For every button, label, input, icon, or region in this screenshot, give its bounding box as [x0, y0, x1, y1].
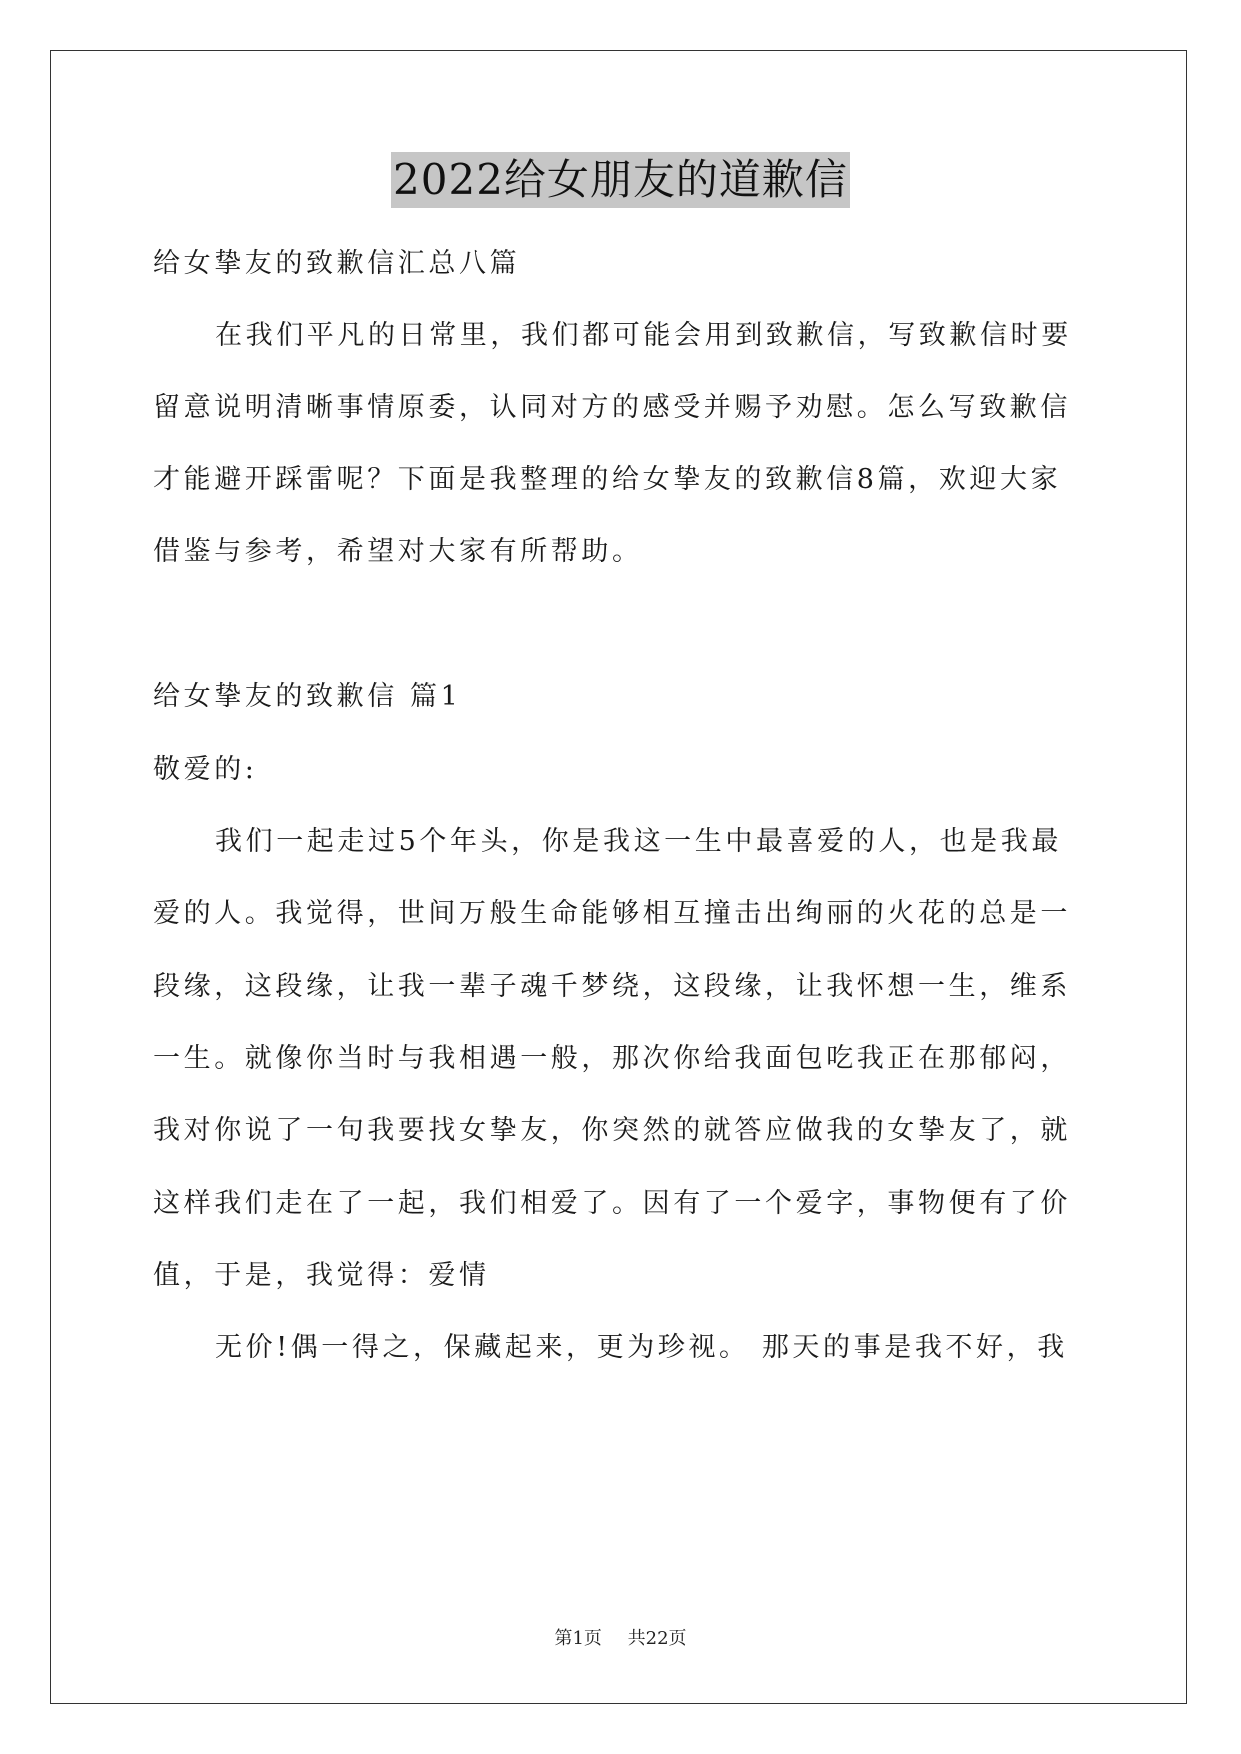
intro-line-2: 留意说明清晰事情原委，认同对方的感受并赐予劝慰。怎么写致歉信 — [153, 392, 1071, 423]
document-title: 2022给女朋友的道歉信 — [391, 152, 850, 208]
total-pages: 共22页 — [627, 1628, 687, 1649]
body-line-5: 我对你说了一句我要找女挚友，你突然的就答应做我的女挚友了，就 — [153, 1115, 1071, 1146]
body-line-6: 这样我们走在了一起，我们相爱了。因有了一个爱字，事物便有了价 — [153, 1188, 1071, 1219]
page-number: 第1页 — [554, 1628, 602, 1649]
body-line-8: 无价!偶一得之，保藏起来，更为珍视。 那天的事是我不好，我 — [215, 1332, 1068, 1363]
page-footer — [0, 1624, 1241, 1650]
intro-line-3: 才能避开踩雷呢？下面是我整理的给女挚友的致歉信8篇，欢迎大家 — [153, 464, 1062, 495]
body-line-7: 值，于是，我觉得：爱情 — [153, 1260, 490, 1291]
document-subtitle: 给女挚友的致歉信汇总八篇 — [153, 248, 521, 279]
intro-line-1: 在我们平凡的日常里，我们都可能会用到致歉信，写致歉信时要 — [215, 320, 1072, 351]
body-line-2: 爱的人。我觉得，世间万般生命能够相互撞击出绚丽的火花的总是一 — [153, 898, 1071, 929]
body-line-4: 一生。就像你当时与我相遇一般，那次你给我面包吃我正在那郁闷， — [153, 1043, 1071, 1074]
intro-line-4: 借鉴与参考，希望对大家有所帮助。 — [153, 536, 643, 567]
page-border — [50, 50, 1187, 1704]
section-heading: 给女挚友的致歉信 篇1 — [153, 681, 462, 712]
salutation: 敬爱的: — [153, 754, 258, 785]
body-line-1: 我们一起走过5个年头，你是我这一生中最喜爱的人，也是我最 — [215, 826, 1062, 857]
body-line-3: 段缘，这段缘，让我一辈子魂千梦绕，这段缘，让我怀想一生，维系 — [153, 971, 1071, 1002]
title-container — [0, 152, 1241, 208]
